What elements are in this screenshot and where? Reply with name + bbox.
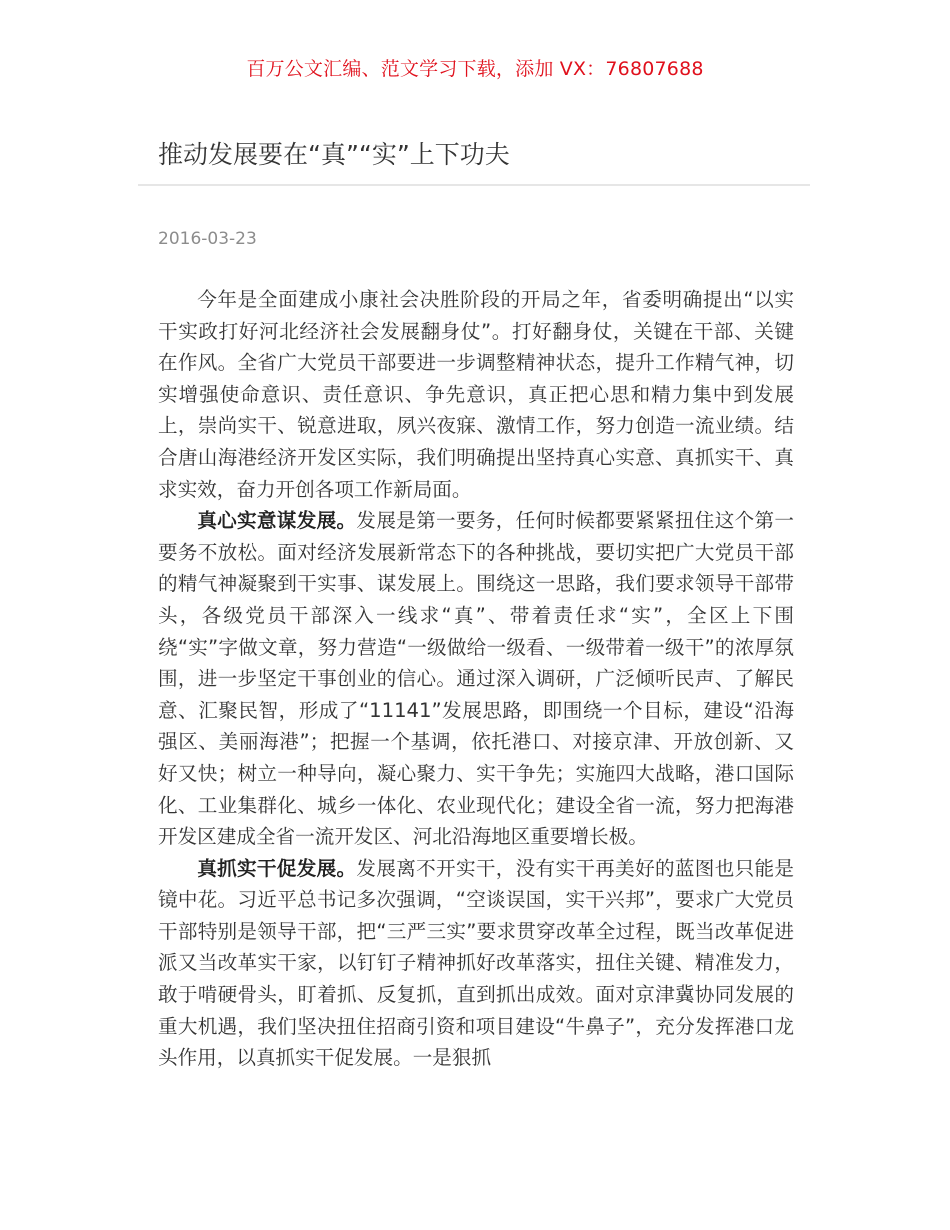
paragraph-intro bbox=[158, 284, 794, 505]
paragraph-sincere-development bbox=[158, 505, 794, 853]
article-title: 推动发展要在“真”“实”上下功夫 bbox=[158, 140, 510, 169]
paragraph-lead-heading: 真抓实干促发展。 bbox=[197, 856, 357, 880]
promo-banner: 百万公文汇编、范文学习下载，添加 VX：76807688 bbox=[246, 58, 704, 80]
paragraph-practical-development bbox=[158, 853, 794, 1074]
paragraph-text: 今年是全面建成小康社会决胜阶段的开局之年，省委明确提出“以实干实政打好河北经济社会发展翻身仗”。打好翻身仗，关键在干部、关键在作风。全省广大党员干部要进一步调整精神状态，提升工作精气神，切实增强使命意识、责任意识、争先意识，真正把心思和精力集中到发展上，崇尚实干、锐意进取，夙兴夜寐、激情工作，努力创造一流业绩。结合唐山海港经济开发区实际，我们明确提出坚持真心实意、真抓实干、真求实效，奋力开创各项工作新局面。 bbox=[158, 288, 794, 501]
title-divider bbox=[138, 184, 810, 186]
paragraph-lead-heading: 真心实意谋发展。 bbox=[197, 509, 357, 533]
paragraph-text: 发展是第一要务，任何时候都要紧紧扭住这个第一要务不放松。面对经济发展新常态下的各种挑战，要切实把广大党员干部的精气神凝聚到干实事、谋发展上。围绕这一思路，我们要求领导干部带头，各级党员干部深入一线求“真”、带着责任求“实”，全区上下围绕“实”字做文章，努力营造“一级做给一级看、一级带着一级干”的浓厚氛围，进一步坚定干事创业的信心。通过深入调研，广泛倾听民声、了解民意、汇聚民智，形成了“11141”发展思路，即围绕一个目标，建设“沿海强区、美丽海港”；把握一个基调，依托港口、对接京津、开放创新、又好又快；树立一种导向，凝心聚力、实干争先；实施四大战略，港口国际化、工业集群化、城乡一体化、农业现代化；建设全省一流，努力把海港开发区建成全省一流开发区、河北沿海地区重要增长极。 bbox=[158, 509, 795, 849]
publish-date: 2016-03-23 bbox=[158, 229, 257, 249]
article-body bbox=[158, 284, 794, 1074]
paragraph-text: 发展离不开实干，没有实干再美好的蓝图也只能是镜中花。习近平总书记多次强调，“空谈误国，实干兴邦”，要求广大党员干部特别是领导干部，把“三严三实”要求贯穿改革全过程，既当改革促进派又当改革实干家，以钉钉子精神抓好改革落实，扭住关键、精准发力，敢于啃硬骨头，盯着抓、反复抓，直到抓出成效。面对京津冀协同发展的重大机遇，我们坚决扭住招商引资和项目建设“牛鼻子”，充分发挥港口龙头作用，以真抓实干促发展。一是狠抓 bbox=[158, 856, 795, 1070]
